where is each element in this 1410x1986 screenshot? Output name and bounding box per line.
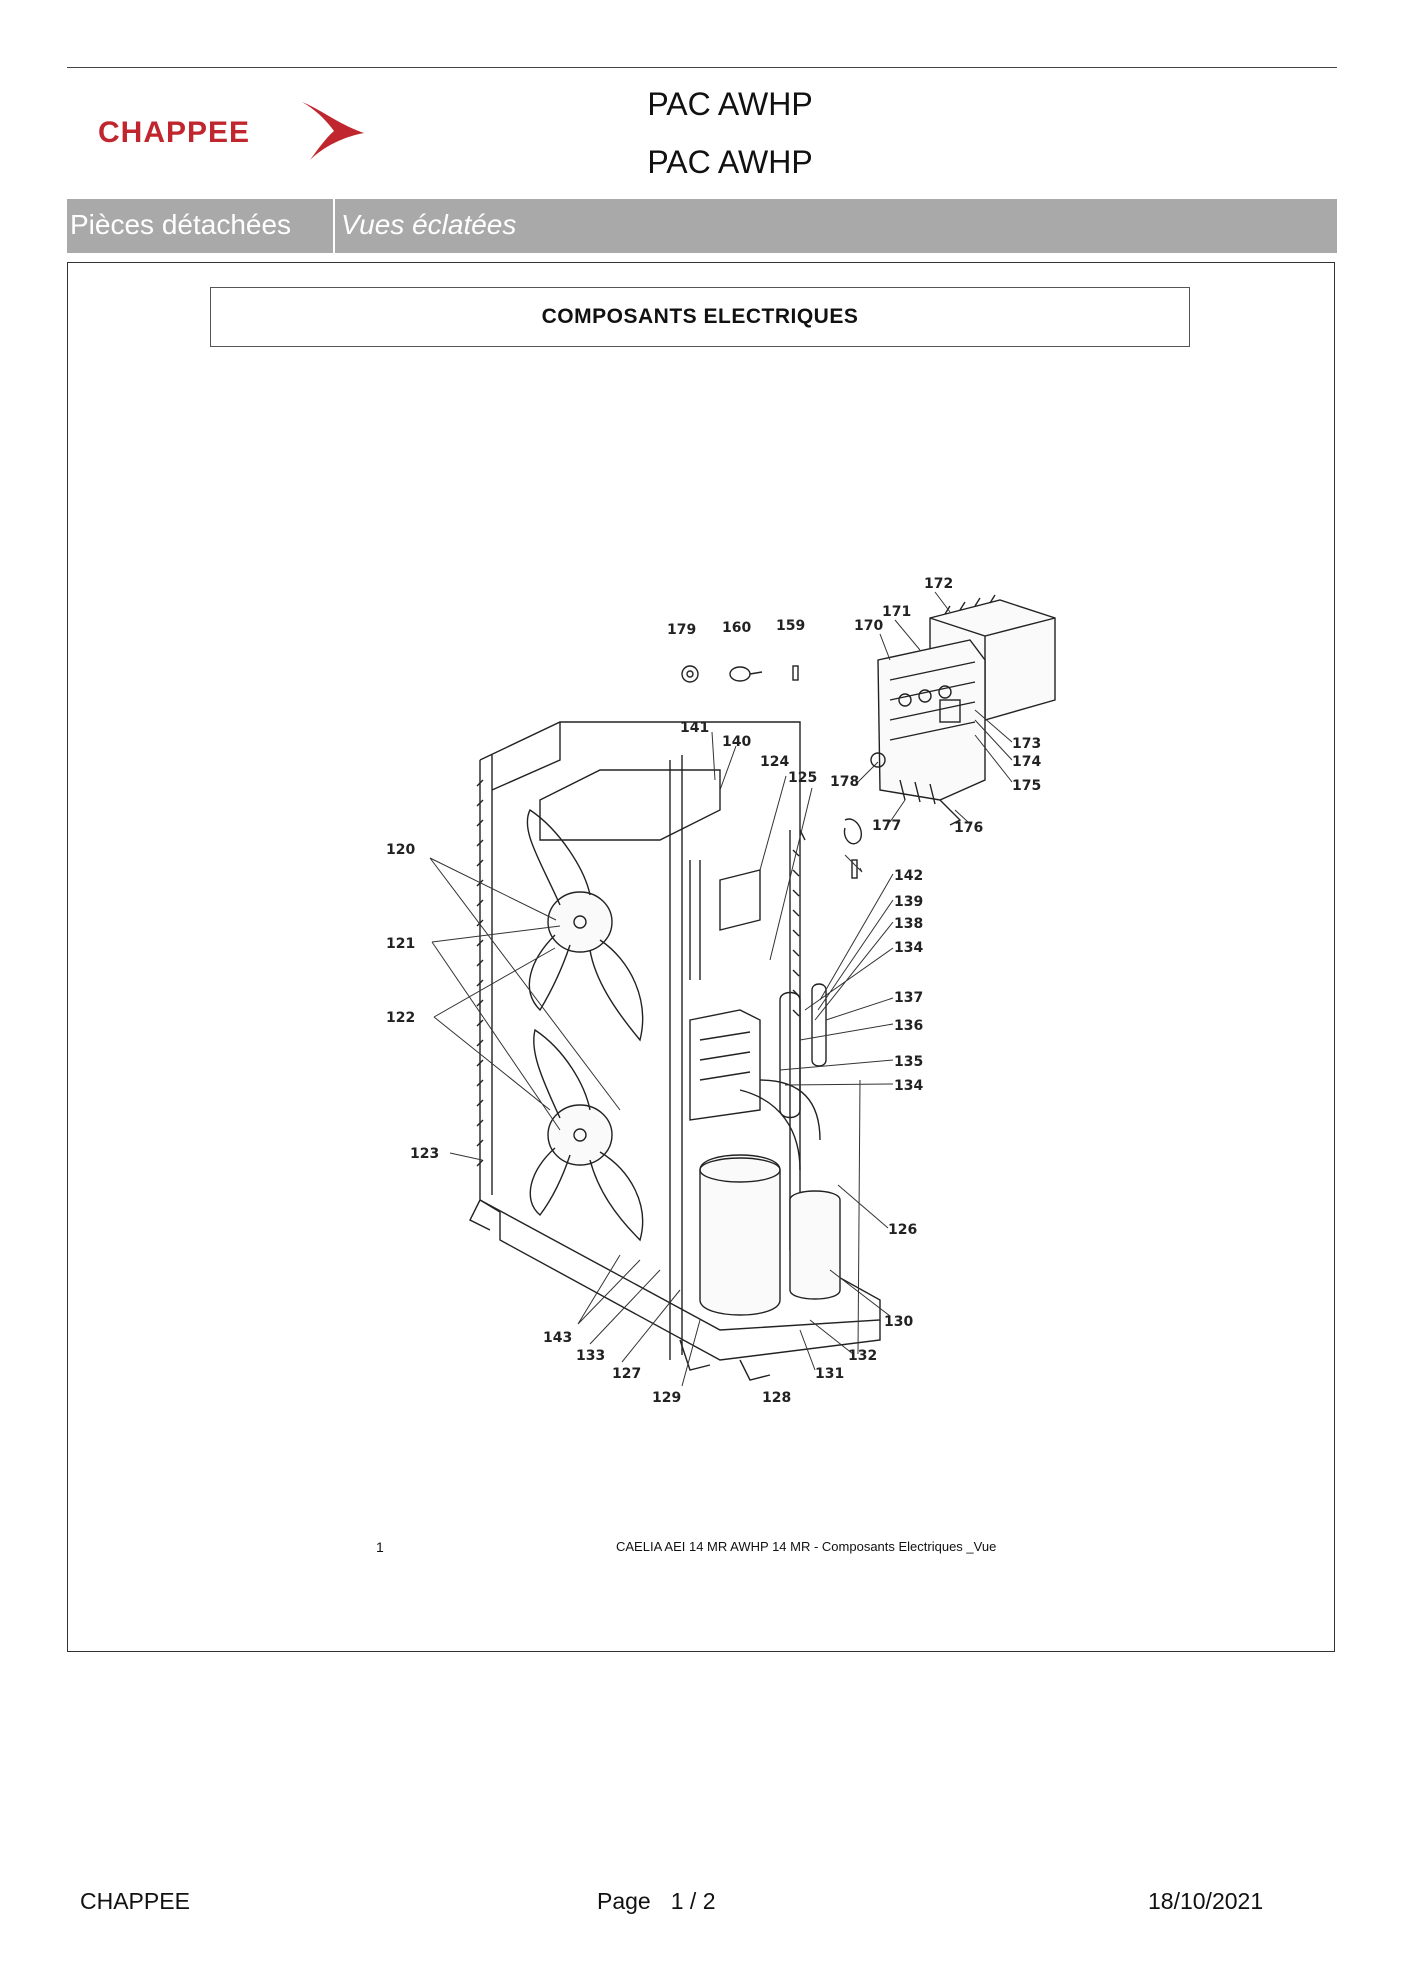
section-label: Pièces détachées [70,209,292,240]
footer-company: CHAPPEE [80,1888,190,1914]
callout-120: 120 [386,842,416,858]
callout-172: 172 [924,576,954,592]
callout-129: 129 [652,1390,682,1406]
callout-138: 138 [894,916,924,932]
callout-124: 124 [760,754,790,770]
footer-page-number [597,1888,715,1915]
callout-121: 121 [386,936,416,952]
footer-date: 18/10/2021 [1148,1888,1264,1914]
compressor [690,860,840,1315]
exploded-view-drawing [370,560,1090,1420]
callout-134: 134 [894,940,924,956]
callout-137: 137 [894,990,924,1006]
callout-171: 171 [882,604,912,620]
callout-122: 122 [386,1010,416,1026]
callout-160: 160 [722,620,752,636]
upper-fan [527,810,642,1040]
callout-142: 142 [894,868,924,884]
page-total: 2 [702,1888,716,1914]
callout-131: 131 [815,1366,845,1382]
drawing-title: COMPOSANTS ELECTRIQUES [210,287,1190,347]
callout-136: 136 [894,1018,924,1034]
drawing-caption: CAELIA AEI 14 MR AWHP 14 MR - Composants Electriques _Vue [616,1539,997,1554]
callout-130: 130 [884,1314,914,1330]
document-title: PAC AWHP [647,86,813,122]
callout-143: 143 [543,1330,573,1346]
chappee-logo [98,100,368,166]
section-sublabel: Vues éclatées [341,209,517,240]
callout-141: 141 [680,720,710,736]
page-label: Page [597,1888,651,1914]
callout-127: 127 [612,1366,642,1382]
top-rule [67,67,1337,68]
callout-134-b: 134 [894,1078,924,1094]
callout-176: 176 [954,820,984,836]
callout-178: 178 [830,774,860,790]
callout-174: 174 [1012,754,1042,770]
page-separator: / [689,1888,697,1914]
callout-170: 170 [854,618,884,634]
callout-159: 159 [776,618,806,634]
callout-132: 132 [848,1348,878,1364]
callout-128: 128 [762,1390,792,1406]
callout-126: 126 [888,1222,918,1238]
logo-text: CHAPPEE [98,116,251,149]
callout-135: 135 [894,1054,924,1070]
callout-133: 133 [576,1348,606,1364]
page-current: 1 [670,1888,684,1914]
loose-parts [682,666,861,878]
callout-140: 140 [722,734,752,750]
callout-177: 177 [872,818,902,834]
callout-123: 123 [410,1146,440,1162]
callout-139: 139 [894,894,924,910]
drawing-caption-number: 1 [376,1539,384,1555]
lower-fan [530,1030,642,1240]
document-subtitle: PAC AWHP [647,144,813,180]
logo-chevron-icon [298,100,368,162]
section-bar [67,199,1337,253]
callout-175: 175 [1012,778,1042,794]
callout-173: 173 [1012,736,1042,752]
callout-125: 125 [788,770,818,786]
section-divider [333,199,335,253]
callout-179: 179 [667,622,697,638]
